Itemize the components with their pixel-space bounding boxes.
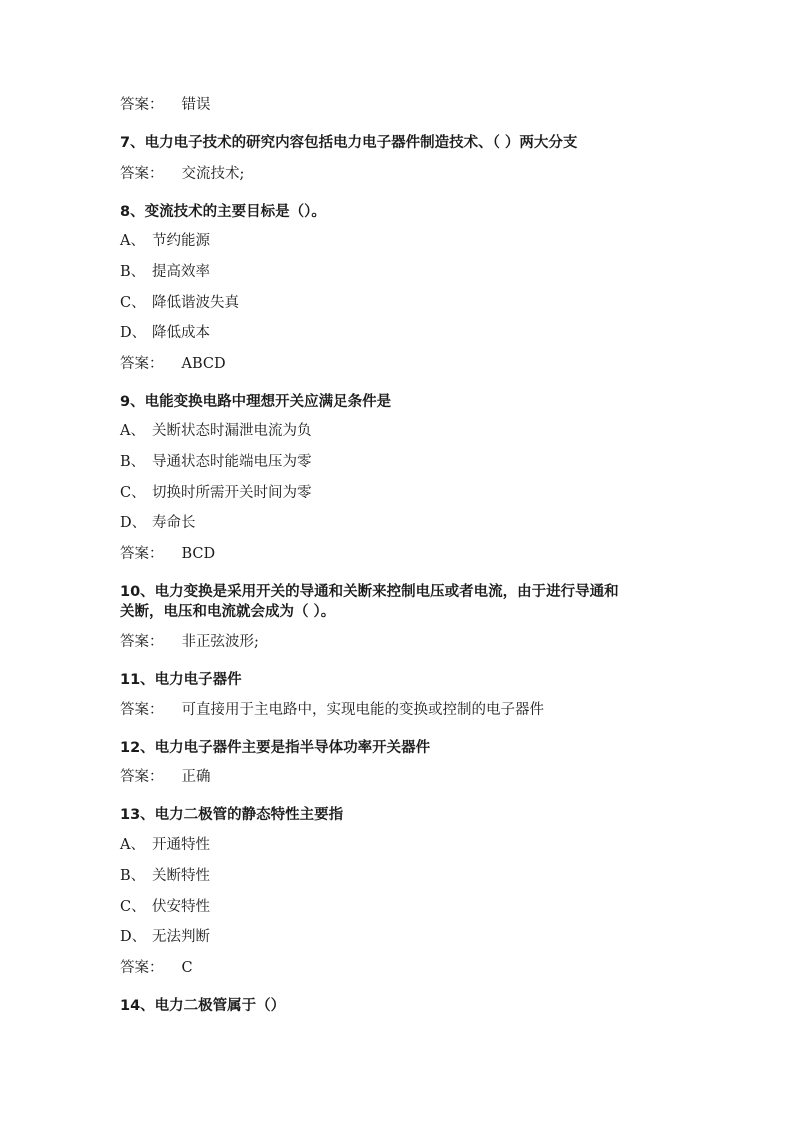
option-text: 开通特性 — [152, 837, 210, 853]
option-line — [120, 928, 210, 946]
option-text: 切换时所需开关时间为零 — [152, 485, 312, 501]
option-text: 降低成本 — [152, 325, 210, 341]
question-10-cont: 关断，电压和电流就会成为（ ）。 — [120, 604, 336, 620]
question-12: 12、电力电子器件主要是指半导体功率开关器件 — [120, 740, 431, 756]
answer-label: 答案： — [120, 634, 164, 650]
option-letter: C、 — [120, 899, 146, 915]
option-line — [120, 867, 210, 885]
option-text: 降低谐波失真 — [152, 295, 239, 311]
option-letter: D、 — [120, 929, 147, 945]
option-line — [120, 484, 312, 502]
answer-label: 答案： — [120, 702, 164, 718]
answer-label: 答案： — [120, 960, 164, 976]
option-text: 关断状态时漏泄电流为负 — [152, 423, 312, 439]
option-letter: D、 — [120, 325, 147, 341]
option-line — [120, 324, 210, 342]
answer-text: 正确 — [181, 769, 211, 785]
option-text: 伏安特性 — [152, 899, 210, 915]
answer-text: ABCD — [181, 356, 226, 372]
option-line — [120, 514, 196, 532]
option-text: 寿命长 — [152, 515, 196, 531]
option-letter: B、 — [120, 264, 146, 280]
option-letter: B、 — [120, 868, 146, 884]
answer-line — [120, 701, 544, 719]
option-text: 无法判断 — [152, 929, 210, 945]
option-letter: A、 — [120, 233, 145, 249]
question-8: 8、变流技术的主要目标是（）。 — [120, 204, 326, 220]
answer-text: 非正弦波形; — [181, 634, 259, 650]
answer-text: BCD — [181, 546, 216, 562]
question-11: 11、电力电子器件 — [120, 672, 242, 688]
answer-label: 答案： — [120, 166, 164, 182]
option-text: 导通状态时能端电压为零 — [152, 454, 312, 470]
answer-label: 答案： — [120, 546, 164, 562]
answer-line — [120, 633, 259, 651]
question-9: 9、电能变换电路中理想开关应满足条件是 — [120, 394, 392, 410]
answer-text: 可直接用于主电路中，实现电能的变换或控制的电子器件 — [181, 702, 544, 718]
option-line — [120, 263, 210, 281]
option-text: 关断特性 — [152, 868, 210, 884]
answer-line — [120, 355, 226, 373]
option-letter: C、 — [120, 295, 146, 311]
option-line — [120, 836, 210, 854]
question-10: 10、电力变换是采用开关的导通和关断来控制电压或者电流，由于进行导通和 — [120, 584, 619, 600]
option-line — [120, 294, 239, 312]
option-text: 节约能源 — [152, 233, 210, 249]
option-letter: B、 — [120, 454, 146, 470]
option-text: 提高效率 — [152, 264, 210, 280]
question-14: 14、电力二极管属于（） — [120, 998, 286, 1014]
answer-label: 答案： — [120, 97, 164, 113]
answer-line — [120, 959, 193, 977]
option-letter: C、 — [120, 485, 146, 501]
answer-line — [120, 165, 244, 183]
question-7: 7、电力电子技术的研究内容包括电力电子器件制造技术、（ ）两大分支 — [120, 135, 578, 151]
option-line — [120, 453, 312, 471]
answer-line — [120, 545, 215, 563]
answer-line — [120, 768, 211, 786]
answer-text: 交流技术; — [181, 166, 245, 182]
option-letter: A、 — [120, 423, 145, 439]
option-letter: A、 — [120, 837, 145, 853]
answer-label: 答案： — [120, 356, 164, 372]
question-13: 13、电力二极管的静态特性主要指 — [120, 807, 344, 823]
option-line — [120, 898, 210, 916]
option-letter: D、 — [120, 515, 147, 531]
answer-label: 答案： — [120, 769, 164, 785]
answer-text: 错误 — [181, 97, 211, 113]
answer-text: C — [181, 960, 193, 976]
option-line — [120, 232, 210, 250]
answer-line — [120, 96, 211, 114]
option-line — [120, 422, 312, 440]
